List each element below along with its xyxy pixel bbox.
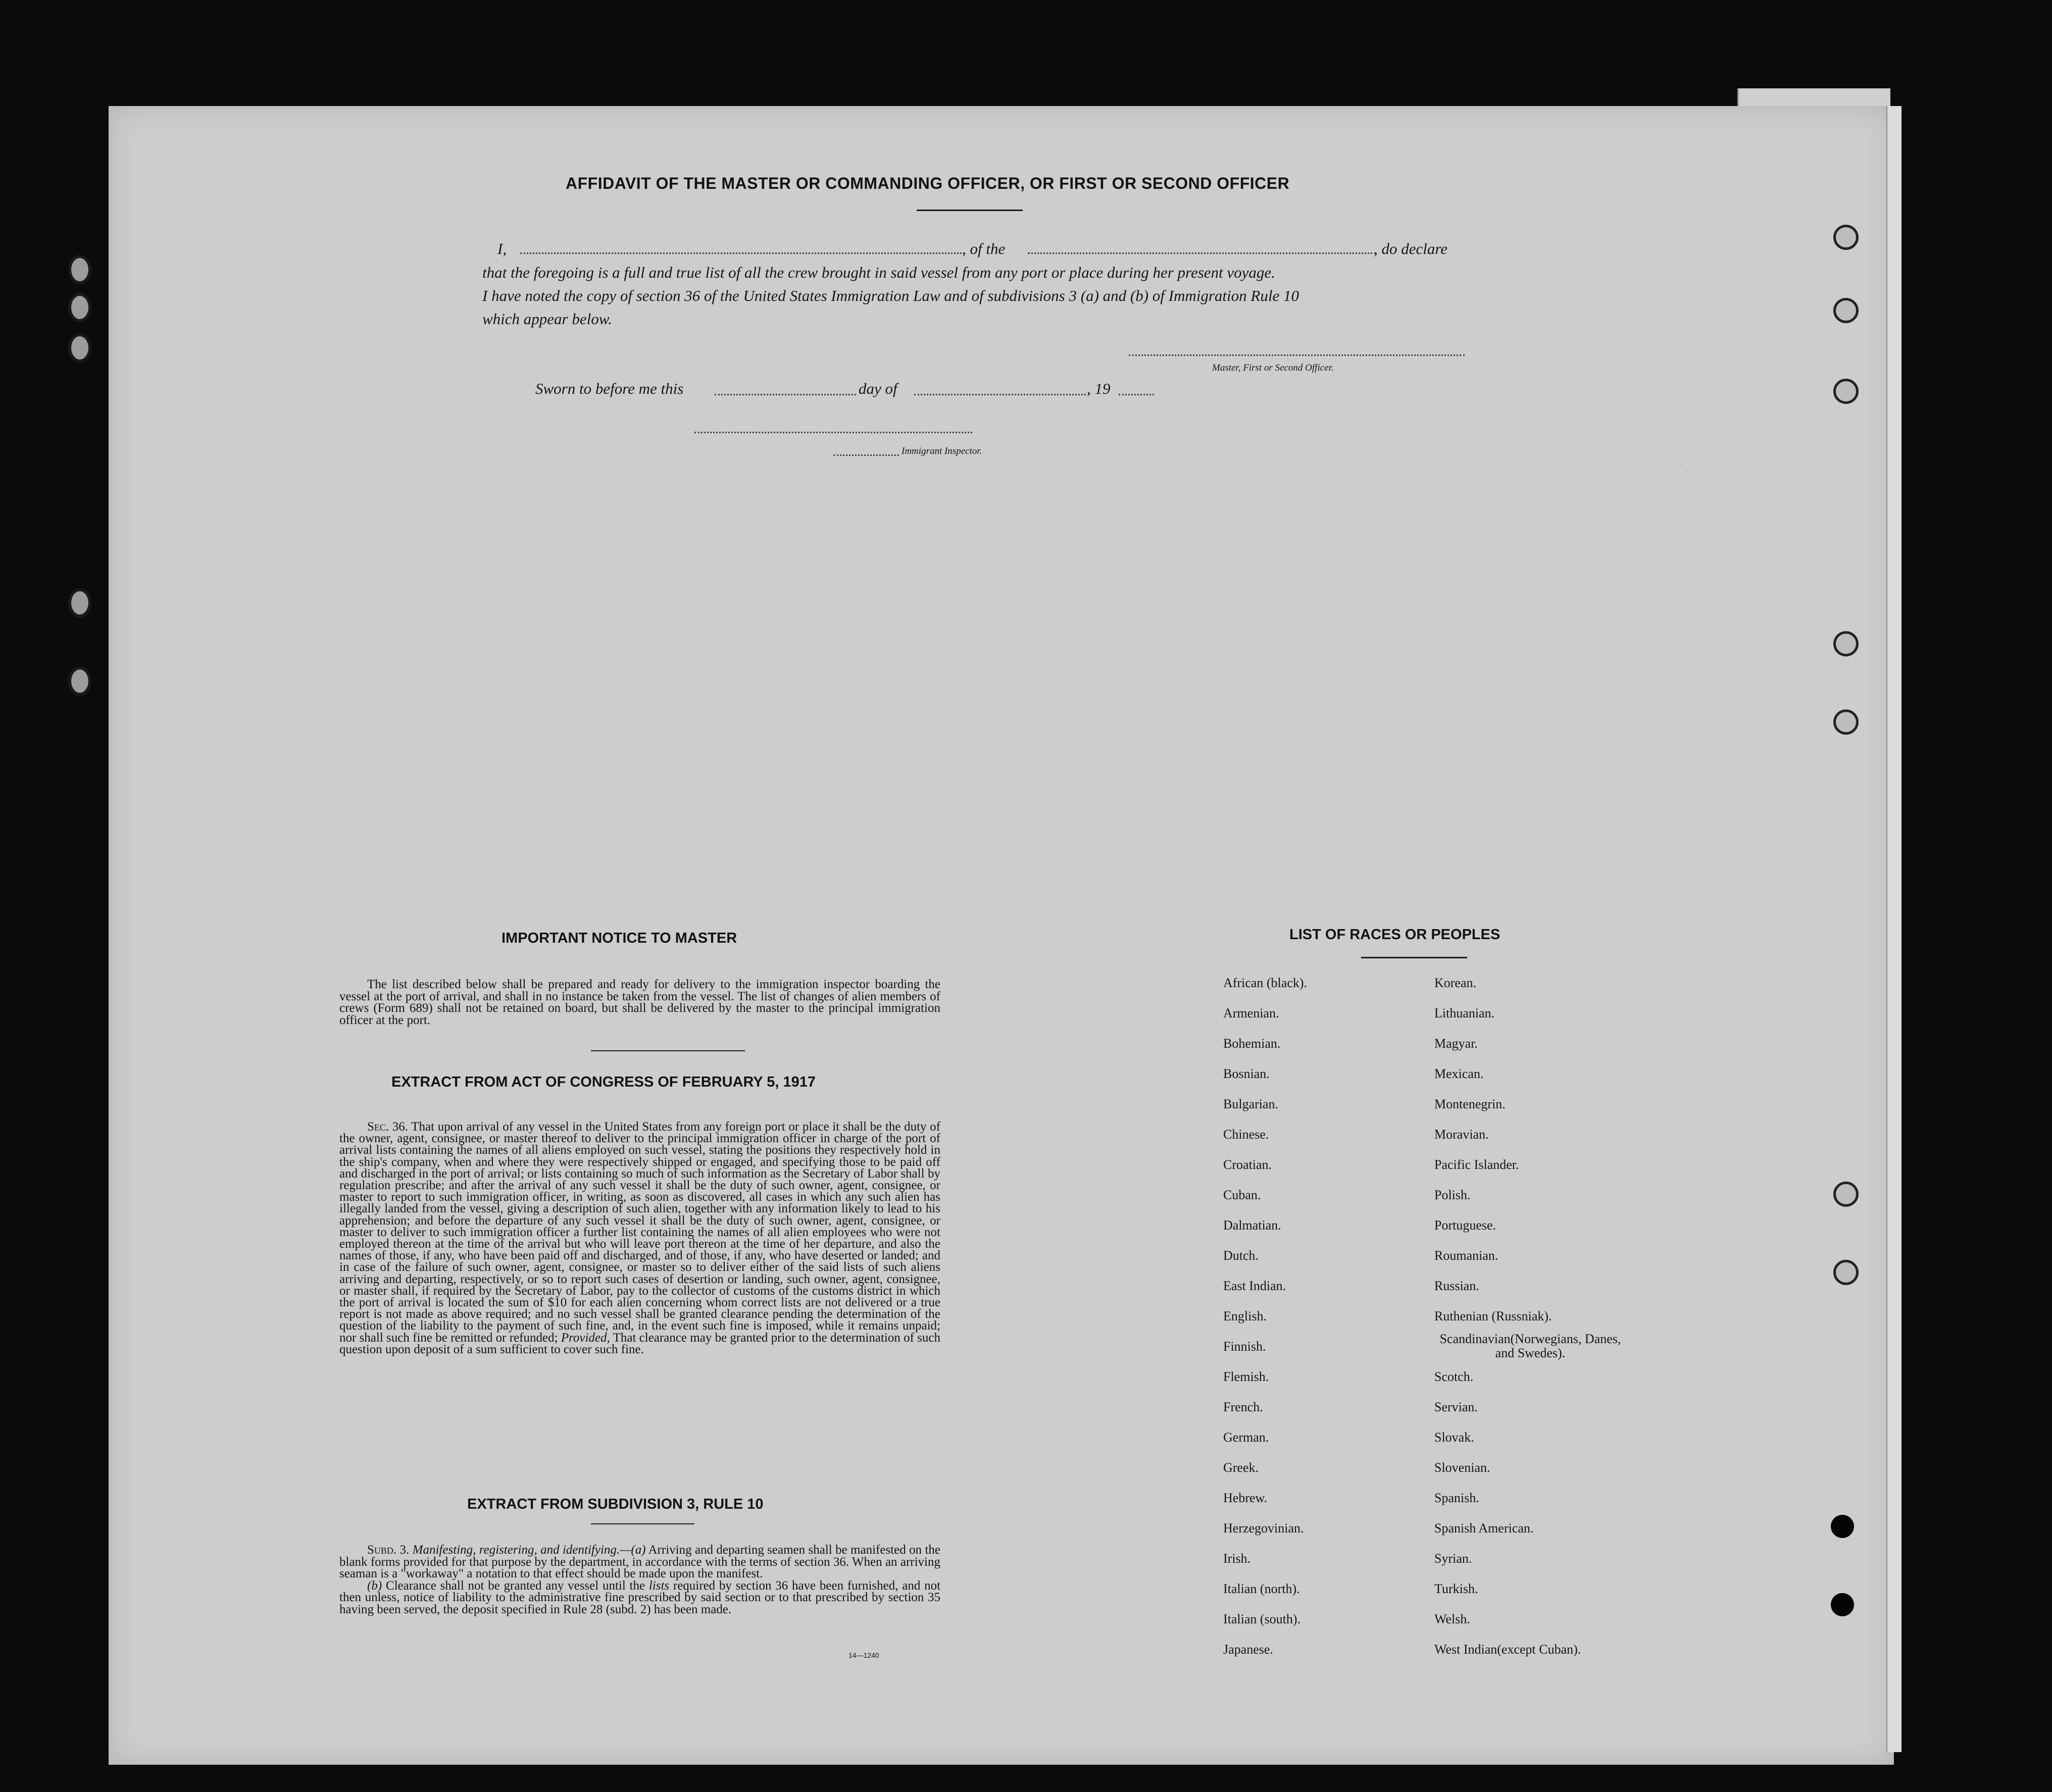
race-item: Finnish. (1223, 1339, 1266, 1354)
act-paragraph (339, 1121, 940, 1355)
affidavit-line-1 (497, 240, 507, 258)
rule-para-b-text-2: required by section 36 have been furnished, and not then unless, notice of liability to the administrative fine prescribed by said section or to that prescribed by section 35 having been served, the deposit specified in Rule 28 (subd. 2) has been made. (339, 1578, 941, 1616)
binding-hole-right (1833, 1260, 1859, 1285)
race-item: Herzegovinian. (1223, 1521, 1304, 1535)
vessel-prefix: , of the (962, 240, 1006, 258)
race-item: Flemish. (1223, 1369, 1269, 1384)
notice-divider (591, 1050, 745, 1051)
rule-body (339, 1544, 940, 1615)
rule-subd-label: Subd. 3. (367, 1543, 410, 1557)
race-item: Bulgarian. (1223, 1097, 1279, 1111)
binding-hole-right (1833, 379, 1859, 404)
binding-hole-left (68, 293, 91, 322)
race-item: Irish. (1223, 1551, 1251, 1566)
notice-title: IMPORTANT NOTICE TO MASTER (502, 930, 737, 946)
race-item: Hebrew. (1223, 1491, 1268, 1505)
title-underline (917, 210, 1023, 211)
race-item: Spanish American. (1434, 1521, 1534, 1535)
race-item: African (black). (1223, 976, 1308, 990)
rule-para-b-lists: lists (648, 1578, 670, 1593)
races-title: LIST OF RACES OR PEOPLES (1289, 927, 1500, 943)
race-item: Dutch. (1223, 1248, 1259, 1263)
race-item: Croatian. (1223, 1157, 1272, 1172)
binding-hole-left (68, 588, 91, 618)
notice-paragraph: The list described below shall be prepared and ready for delivery to the immigration inspector boarding the vessel at the port of arrival, and shall in no instance be taken from the vessel. The list of changes of alien members of crews (Form 689) shall not be retained on board, but shall be delivered by the master to the principal immigration officer at the port. (339, 978, 940, 1027)
sworn-year-field[interactable] (1119, 394, 1154, 395)
sworn-day-field[interactable] (715, 394, 856, 395)
sworn-month-field[interactable] (914, 394, 1086, 395)
act-body (339, 1121, 940, 1355)
affidavit-title: AFFIDAVIT OF THE MASTER OR COMMANDING OFFICER, OR FIRST OR SECOND OFFICER (566, 174, 1290, 192)
master-signature-label: Master, First or Second Officer. (1212, 363, 1334, 373)
binding-hole-right (1833, 298, 1859, 323)
manifest-page (109, 106, 1894, 1765)
rule-subd-heading: Manifesting, registering, and identifying.—(a) (412, 1543, 646, 1557)
race-item: Japanese. (1223, 1642, 1273, 1657)
race-item: English. (1223, 1309, 1267, 1323)
binding-hole-right (1833, 631, 1859, 656)
master-signature-line[interactable] (1129, 354, 1465, 356)
race-item: Dalmatian. (1223, 1218, 1281, 1233)
binding-hole-left (68, 667, 91, 696)
race-item: Syrian. (1434, 1551, 1472, 1566)
race-item: Bosnian. (1223, 1066, 1270, 1081)
act-section-text: That upon arrival of any vessel in the United States from any foreign port or place it shall be the duty of the owner, agent, consignee, or master thereof to deliver to the principal immigration officer in charge of the port of arrival lists containing the names of all aliens employed on such vessel, stating the positions they respectively hold in the ship's company, when and where they were respectively shipped or engaged, and specifying those to be paid off and discharged in the port of arrival; or lists containing so much of such information as the Secretary of Labor shall by regulation prescribe; and after the arrival of any such vessel it shall be the duty of such owner, agent, consignee, or master to report to such immigration officer, in writing, as soon as discovered, all cases in which any such alien has illegally landed from the vessel, giving a description of such alien, together with any information likely to lead to his apprehension; and before the departure of any such vessel it shall be the duty of such owner, agent, consignee, or master to deliver to such immigration officer a further list containing the names of all alien employees who were not employed thereon at the time of the arrival but who will leave port thereon at the time of her departure, and also the names of those, if any, who have been paid off and discharged, and of those, if any, who have deserted or landed; and in case of the failure of such owner, agent, consignee, or master so to deliver either of the said lists of such aliens arriving and departing, respectively, or so to report such cases of desertion or landing, such owner, agent, consignee, or master shall, if required by the Secretary of Labor, pay to the collector of customs of the customs district in which the port of arrival is located the sum of $10 for each alien concerning whom correct lists are not delivered or a true report is not made as above required; and no such vessel shall be granted clearance pending the determination of the question of the liability to the payment of such fine, and, in the event such fine is imposed, while it remains unpaid; nor shall such fine be remitted or refunded; (339, 1120, 940, 1345)
binding-hole-left (68, 333, 91, 363)
binding-hole-right (1833, 709, 1859, 735)
sworn-year-prefix: , 19 (1087, 380, 1111, 397)
affidavit-line-3: I have noted the copy of section 36 of the United States Immigration Law and of subdivisions 3 (a) and (b) of Immigration Rule 10 (482, 287, 1299, 304)
race-item: Moravian. (1434, 1127, 1489, 1142)
race-item: Magyar. (1434, 1036, 1478, 1051)
act-title: EXTRACT FROM ACT OF CONGRESS OF FEBRUARY 5, 1917 (391, 1074, 816, 1090)
race-item: Italian (south). (1223, 1612, 1301, 1626)
race-item: West Indian(except Cuban). (1434, 1642, 1581, 1657)
race-item: East Indian. (1223, 1278, 1286, 1293)
race-item: Chinese. (1223, 1127, 1269, 1142)
race-item: Russian. (1434, 1278, 1479, 1293)
vessel-name-field[interactable] (1028, 252, 1376, 254)
rule-paragraph-b (339, 1580, 940, 1616)
rule-b-label: (b) (367, 1578, 382, 1593)
affidavit-line-4: which appear below. (482, 310, 612, 328)
race-item: Mexican. (1434, 1066, 1484, 1081)
rule-paragraph-a (339, 1544, 940, 1580)
binding-hole-right (1831, 1515, 1854, 1538)
act-proviso-word: Provided, (561, 1330, 610, 1345)
rule-title: EXTRACT FROM SUBDIVISION 3, RULE 10 (467, 1496, 764, 1512)
race-item: Ruthenian (Russniak). (1434, 1309, 1552, 1323)
binding-hole-right (1833, 1182, 1859, 1207)
form-number: 14—1240 (848, 1651, 879, 1659)
affidavit-line-2: that the foregoing is a full and true list of all the crew brought in said vessel from any port or place during her present voyage. (482, 264, 1275, 281)
binding-hole-right (1833, 225, 1859, 250)
binding-hole-right (1831, 1593, 1854, 1616)
binding-hole-left (68, 255, 91, 284)
race-item: Montenegrin. (1434, 1097, 1506, 1111)
race-item: Scotch. (1434, 1369, 1474, 1384)
race-item: Korean. (1434, 976, 1477, 990)
race-item: Turkish. (1434, 1581, 1478, 1596)
race-item: Portuguese. (1434, 1218, 1496, 1233)
declarant-prefix: I, (497, 240, 507, 258)
race-item: Welsh. (1434, 1612, 1470, 1626)
declarant-name-field[interactable] (520, 252, 965, 254)
races-title-underline (1361, 957, 1467, 958)
notice-body (339, 979, 940, 1026)
act-proviso-text: That clearance may be granted prior to the determination of such question upon deposit of a sum sufficient to cover such fine. (339, 1330, 940, 1356)
race-item: Scandinavian(Norwegians, Danes, and Swedes). (1439, 1332, 1621, 1360)
inspector-signature-line-2[interactable] (833, 454, 899, 456)
race-item: Servian. (1434, 1400, 1478, 1414)
race-item: Spanish. (1434, 1491, 1479, 1505)
race-item: Greek. (1223, 1460, 1259, 1475)
race-item: German. (1223, 1430, 1269, 1445)
race-item: Cuban. (1223, 1188, 1261, 1202)
page-edge (1886, 106, 1901, 1752)
rule-title-underline (591, 1523, 694, 1524)
race-item: Italian (north). (1223, 1581, 1300, 1596)
race-item: Slovak. (1434, 1430, 1474, 1445)
sworn-dayof-text: day of (859, 380, 897, 397)
race-item: Polish. (1434, 1188, 1471, 1202)
race-item: French. (1223, 1400, 1263, 1414)
inspector-signature-line[interactable] (694, 432, 972, 433)
declare-text: , do declare (1374, 240, 1448, 258)
act-section-label: Sec. 36. (367, 1120, 409, 1134)
race-item: Roumanian. (1434, 1248, 1498, 1263)
race-item: Bohemian. (1223, 1036, 1281, 1051)
race-item: Armenian. (1223, 1006, 1279, 1020)
sworn-text: Sworn to before me this (535, 380, 684, 397)
race-item: Pacific Islander. (1434, 1157, 1519, 1172)
race-item: Slovenian. (1434, 1460, 1490, 1475)
rule-para-b-text-1: Clearance shall not be granted any vessel until the (385, 1578, 645, 1593)
inspector-signature-label: Immigrant Inspector. (902, 446, 982, 456)
race-item: Lithuanian. (1434, 1006, 1495, 1020)
rule-para-a-text: Arriving and departing seamen shall be manifested on the blank forms provided for that purpose by the department, in accordance with the terms of section 36. When an arriving seaman is a "workaway" a notation to that effect should be made upon the manifest. (339, 1543, 940, 1580)
